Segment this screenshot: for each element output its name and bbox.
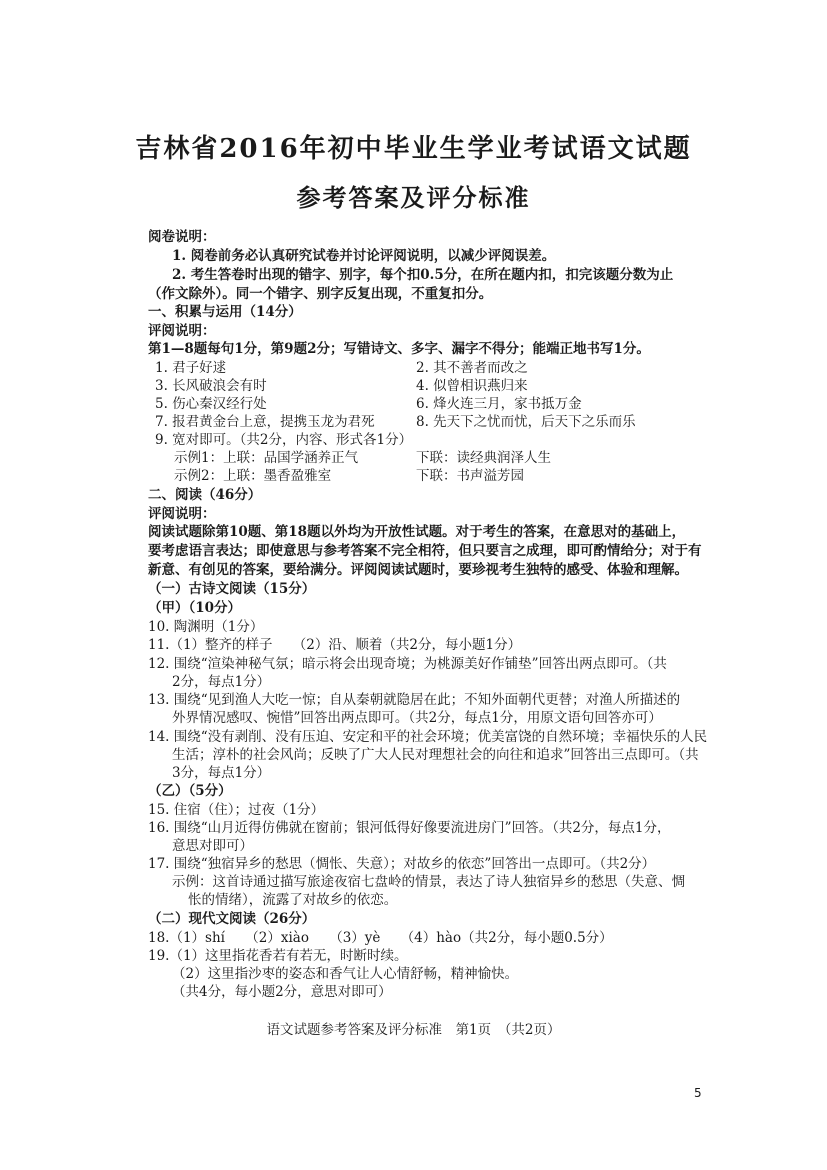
answer-8: 8. 先天下之忧而忧，后天下之乐而乐 (416, 414, 636, 430)
section-yi-heading: （乙）（5分） (148, 783, 232, 799)
answer-9: 9. 宽对即可。（共2分，内容、形式各1分） (155, 432, 413, 448)
answer-16-line-2: 意思对即可） (172, 838, 253, 854)
part1-eval-heading: 评阅说明： (148, 323, 216, 339)
example-2-upper: 示例2：上联：墨香盈雅室 (174, 468, 332, 484)
answer-14-line-2: 生活；淳朴的社会风尚；反映了广大人民对理想社会的向往和追求”回答出三点即可。（共 (172, 747, 699, 763)
answer-15: 15. 住宿（住）；过夜（1分） (148, 802, 325, 818)
answer-1: 1. 君子好逑 (155, 360, 227, 376)
answer-18: 18.（1）shí （2）xiào （3）yè （4）hào（共2分，每小题0.5分） (148, 930, 613, 946)
part2-eval-3: 新意、有创见的答案，要给满分。评阅阅读试题时，要珍视考生独特的感受、体验和理解。 (148, 562, 688, 578)
part1-eval-text: 第1—8题每句1分，第9题2分；写错诗文、多字、漏字不得分；能端正地书写1分。 (148, 341, 650, 357)
document-title: 吉林省2016年初中毕业生学业考试语文试题 (135, 134, 692, 164)
answer-6: 6. 烽火连三月，家书抵万金 (416, 396, 582, 412)
answer-10: 10. 陶渊明（1分） (148, 619, 264, 635)
answer-17-line-1: 17. 围绕“独宿异乡的愁思（惆怅、失意）；对故乡的依恋”回答出一点即可。（共2分） (148, 856, 656, 872)
example-1-upper: 示例1：上联：品国学涵养正气 (174, 450, 359, 466)
example-1-lower: 下联：读经典润泽人生 (416, 450, 551, 466)
section-modern-heading: （二）现代文阅读（26分） (148, 911, 316, 927)
document-subtitle: 参考答案及评分标准 (296, 183, 531, 212)
intro-heading: 阅卷说明： (148, 229, 216, 245)
section-classical-heading: （一）古诗文阅读（15分） (148, 581, 316, 597)
answer-5: 5. 伤心秦汉经行处 (155, 396, 267, 412)
answer-11: 11.（1）整齐的样子 （2）沿、顺着（共2分，每小题1分） (148, 637, 522, 653)
answer-17-line-2: 示例：这首诗通过描写旅途夜宿七盘岭的情景，表达了诗人独宿异乡的愁思（失意、惆 (172, 874, 685, 890)
part2-eval-1: 阅读试题除第10题、第18题以外均为开放性试题。对于考生的答案，在意思对的基础上， (148, 524, 686, 540)
part2-eval-heading: 评阅说明： (148, 506, 216, 522)
answer-2: 2. 其不善者而改之 (416, 360, 528, 376)
answer-3: 3. 长风破浪会有时 (155, 378, 267, 394)
answer-12-line-2: 2分，每点1分） (172, 674, 271, 690)
answer-16-line-1: 16. 围绕“山月近得仿佛就在窗前；银河低得好像要流进房门”回答。（共2分，每点1分， (148, 820, 671, 836)
answer-13-line-2: 外界情况感叹、惋惜”回答出两点即可。（共2分，每点1分，用原文语句回答亦可） (172, 710, 662, 726)
intro-line-2b: （作文除外）。同一个错字、别字反复出现，不重复扣分。 (148, 286, 493, 302)
intro-line-2a: 2. 考生答卷时出现的错字、别字，每个扣0.5分，在所在题内扣，扣完该题分数为止 (172, 267, 674, 283)
answer-12-line-1: 12. 围绕“渲染神秘气氛；暗示将会出现奇境；为桃源美好作铺垫”回答出两点即可。（共 (148, 656, 667, 672)
page-number: 5 (694, 1086, 702, 1100)
intro-line-1: 1. 阅卷前务必认真研究试卷并讨论评阅说明，以减少评阅误差。 (172, 248, 556, 264)
answer-17-line-3: 怅的情绪），流露了对故乡的依恋。 (188, 892, 398, 908)
answer-7: 7. 报君黄金台上意，提携玉龙为君死 (155, 414, 375, 430)
part1-heading: 一、积累与运用（14分） (148, 304, 302, 320)
answer-19-line-2: （2）这里指沙枣的姿态和香气让人心情舒畅，精神愉快。 (172, 966, 519, 982)
answer-14-line-3: 3分，每点1分） (172, 765, 271, 781)
section-jia-heading: （甲）（10分） (148, 600, 242, 616)
answer-13-line-1: 13. 围绕“见到渔人大吃一惊；自从秦朝就隐居在此；不知外面朝代更替；对渔人所描述的 (148, 692, 681, 708)
answer-19-line-1: 19.（1）这里指花香若有若无，时断时续。 (148, 948, 408, 964)
answer-14-line-1: 14. 围绕“没有剥削、没有压迫、安定和平的社会环境；优美富饶的自然环境；幸福快乐的人民 (148, 729, 708, 745)
part2-heading: 二、阅读（46分） (148, 487, 262, 503)
page-footer: 语文试题参考答案及评分标准 第1页 （共2页） (266, 1022, 561, 1038)
answer-19-line-3: （共4分，每小题2分，意思对即可） (172, 984, 392, 1000)
example-2-lower: 下联：书声溢芳园 (416, 468, 524, 484)
part2-eval-2: 要考虑语言表达；即使意思与参考答案不完全相符，但只要言之成理，即可酌情给分；对于有 (148, 543, 702, 559)
answer-4: 4. 似曾相识燕归来 (416, 378, 528, 394)
